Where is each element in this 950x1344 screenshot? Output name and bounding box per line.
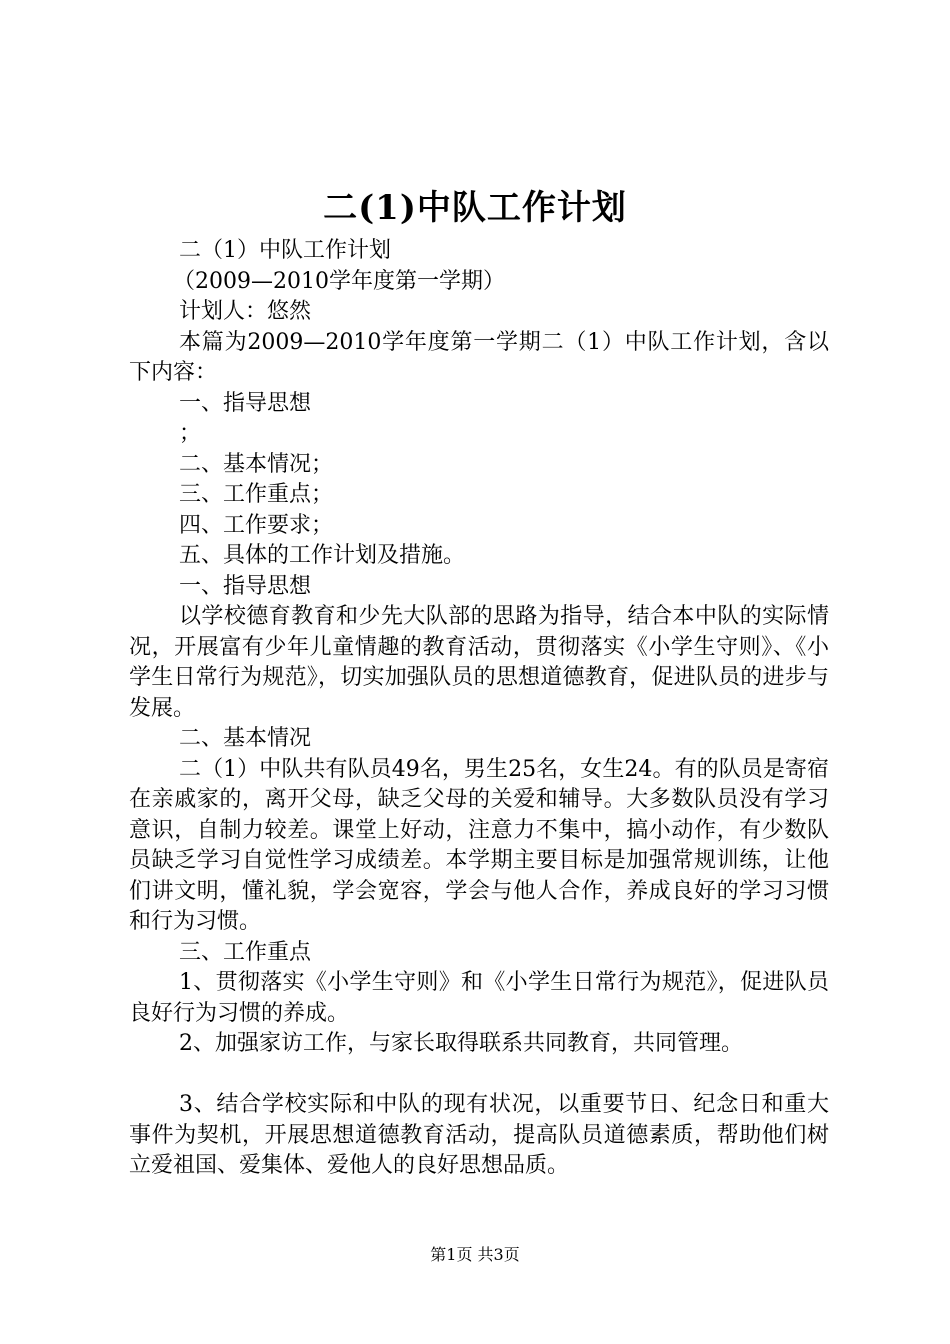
toc-item: 二、基本情况； xyxy=(179,451,334,477)
document-body xyxy=(129,236,829,1182)
term-line: （2009—2010学年度第一学期） xyxy=(173,268,505,294)
toc-item: 一、指导思想 xyxy=(179,390,312,416)
focus-item: 2、加强家访工作，与家长取得联系共同教育，共同管理。 xyxy=(179,1031,743,1056)
planner-line: 计划人：悠然 xyxy=(179,299,312,324)
subtitle: 二（1）中队工作计划 xyxy=(179,238,391,263)
focus-item: 1、贯彻落实《小学生守则》和《小学生日常行为规范》，促进队员良好行为习惯的养成。 xyxy=(129,970,829,1026)
page-footer: 第1页 共3页 xyxy=(430,1245,520,1264)
blank-line xyxy=(129,1060,829,1091)
section-paragraph: 以学校德育教育和少先大队部的思路为指导，结合本中队的实际情况，开展富有少年儿童情趣的教育活动，贯彻落实《小学生守则》、《小学生日常行为规范》，切实加强队员的思想道德教育，促进队员的进步与发展。 xyxy=(129,604,829,721)
section-heading: 二、基本情况 xyxy=(179,726,312,751)
toc-item: 三、工作重点； xyxy=(179,482,334,507)
focus-item: 3、结合学校实际和中队的现有状况，以重要节日、纪念日和重大事件为契机，开展思想道德教育活动，提高队员道德素质，帮助他们树立爱祖国、爱集体、爱他人的良好思想品质。 xyxy=(129,1092,829,1178)
section-paragraph: 二（1）中队共有队员49名，男生25名，女生24。有的队员是寄宿在亲戚家的，离开父母，缺乏父母的关爱和辅导。大多数队员没有学习意识，自制力较差。课堂上好动，注意力不集中，搞小动作，有少数队员缺乏学习自觉性学习成绩差。本学期主要目标是加强常规训练，让他们讲文明，懂礼貌，学会宽容，学会与他人合作，养成良好的学习习惯和行为习惯。 xyxy=(129,756,829,934)
intro-paragraph: 本篇为2009—2010学年度第一学期二（1）中队工作计划，含以下内容： xyxy=(129,329,829,385)
section-heading: 一、指导思想 xyxy=(179,573,312,599)
section-heading: 三、工作重点 xyxy=(179,939,312,965)
document-title: 二(1)中队工作计划 xyxy=(323,188,627,228)
toc-item: ； xyxy=(179,421,202,446)
toc-item: 四、工作要求； xyxy=(179,512,334,538)
toc-item: 五、具体的工作计划及措施。 xyxy=(179,543,466,568)
